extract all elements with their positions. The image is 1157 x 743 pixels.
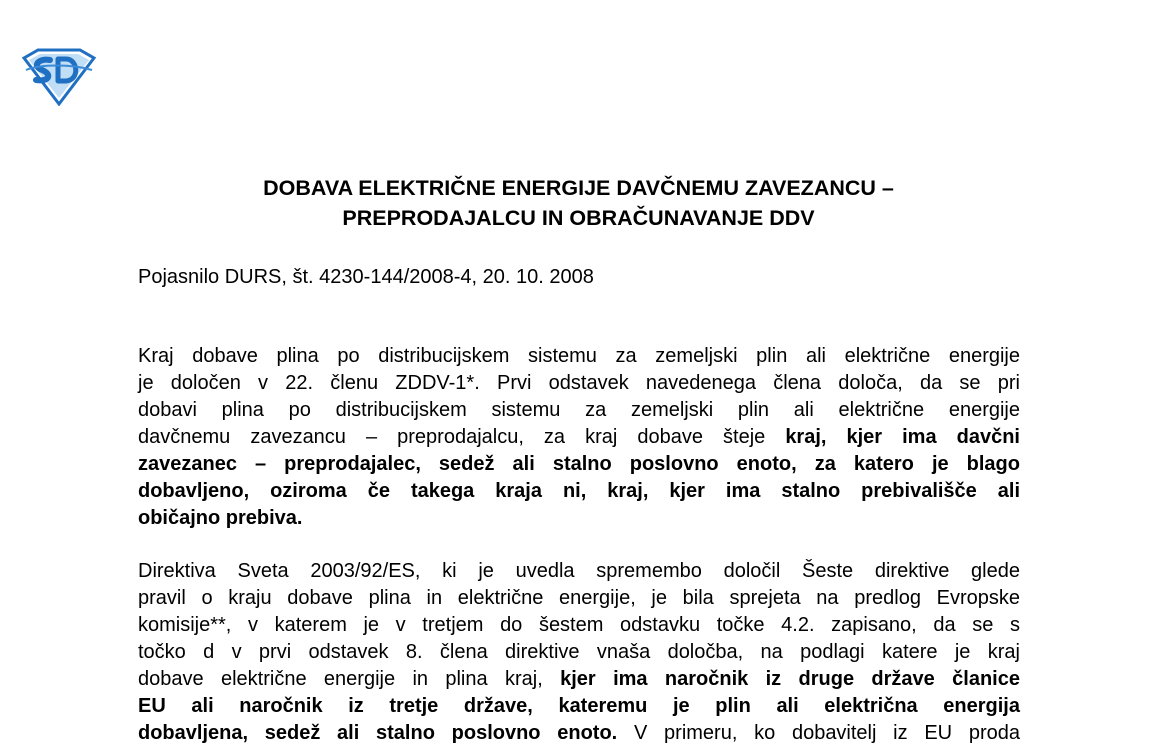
paragraph-1-line: je določen v 22. členu ZDDV-1*. Prvi odstavek navedenega člena določa, da se pri xyxy=(138,372,1020,394)
paragraph-1-bold-text: kraj, kjer ima davčni xyxy=(785,426,1020,448)
paragraph-1-bold-text: običajno prebiva. xyxy=(138,507,303,529)
paragraph-2-bold-text: EU ali naročnik iz tretje države, kateremu je plin ali električna energija xyxy=(138,695,1020,717)
paragraph-2-line xyxy=(138,693,1020,720)
paragraph-1-line xyxy=(138,478,1020,505)
paragraph-2-bold-text: kjer ima naročnik iz druge države članice xyxy=(560,668,1020,690)
paragraph-1-text: davčnemu zavezancu – preprodajalcu, za kraj dobave šteje xyxy=(138,426,766,448)
paragraph-2-line: komisije**, v katerem je v tretjem do šestem odstavku točke 4.2. zapisano, da se s xyxy=(138,614,1020,636)
paragraph-2-text: V primeru, ko dobavitelj iz EU proda xyxy=(633,722,1020,743)
paragraph-2-line: točko d v prvi odstavek 8. člena direktive vnaša določba, na podlagi katere je kraj xyxy=(138,641,1020,663)
shield-logo-icon xyxy=(20,48,98,106)
paragraph-1-line xyxy=(138,451,1020,478)
paragraph-1-line xyxy=(138,424,1020,451)
paragraph-1-bold-text: zavezanec – preprodajalec, sedež ali stalno poslovno enoto, za katero je blago xyxy=(138,453,1020,475)
paragraph-1-line: dobavi plina po distribucijskem sistemu za zemeljski plin ali električne energije xyxy=(138,399,1020,421)
paragraph-2-text: dobave električne energije in plina kraj, xyxy=(138,668,543,690)
company-logo xyxy=(20,48,98,106)
paragraph-1-line: Kraj dobave plina po distribucijskem sistemu za zemeljski plin ali električne energije xyxy=(138,345,1020,367)
paragraph-2-line: Direktiva Sveta 2003/92/ES, ki je uvedla spremembo določil Šeste direktive glede xyxy=(138,560,1020,582)
document-title xyxy=(0,173,1157,233)
paragraph-1-bold-text: dobavljeno, oziroma če takega kraja ni, kraj, kjer ima stalno prebivališče ali xyxy=(138,480,1020,502)
title-line-1: DOBAVA ELEKTRIČNE ENERGIJE DAVČNEMU ZAVEZANCU – xyxy=(263,176,894,200)
paragraph-2-line xyxy=(138,666,1020,693)
paragraph-2-line: pravil o kraju dobave plina in električne energije, je bila sprejeta na predlog Evropske xyxy=(138,587,1020,609)
title-line-2: PREPRODAJALCU IN OBRAČUNAVANJE DDV xyxy=(342,206,815,230)
paragraph-1 xyxy=(138,343,1020,532)
paragraph-2-line xyxy=(138,720,1020,743)
document-reference: Pojasnilo DURS, št. 4230-144/2008-4, 20. 10. 2008 xyxy=(138,266,594,288)
paragraph-2-bold-text: dobavljena, sedež ali stalno poslovno enoto. xyxy=(138,722,618,743)
paragraph-2 xyxy=(138,558,1020,743)
paragraph-1-line xyxy=(138,505,1020,532)
